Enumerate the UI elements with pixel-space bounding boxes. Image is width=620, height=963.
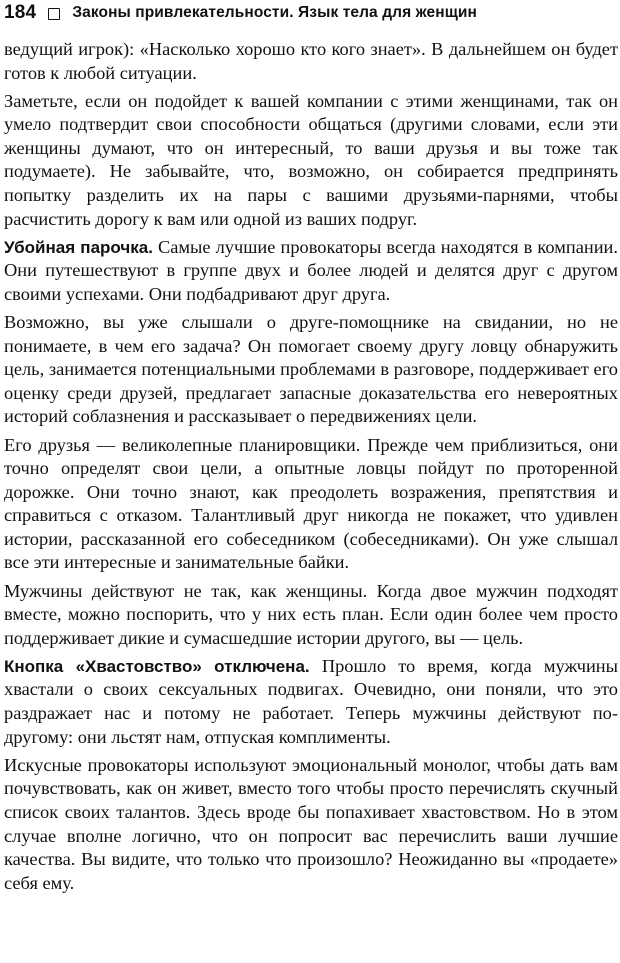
square-bullet-icon — [48, 8, 60, 20]
paragraph — [4, 311, 618, 429]
paragraph-lead: Убойная парочка. — [4, 237, 153, 257]
paragraph — [4, 655, 618, 749]
paragraph-text: Мужчины действуют не так, как женщины. Когда двое мужчин подходят вместе, можно поспорить, что у них есть план. Если один более чем просто поддерживает дикие и сумасшедшие истории другого, вы — цель. — [4, 580, 618, 648]
paragraph — [4, 38, 618, 85]
paragraph — [4, 236, 618, 307]
paragraph-text: Его друзья — великолепные планировщики. Прежде чем приблизиться, они точно определят свои цели, а опытные ловцы пойдут по проторенной дорожке. Они точно знают, как преодолеть возражения, препятствия и справиться с отказом. Талантливый друг никогда не покажет, что удивлен истории, рассказанной его собеседником (собеседниками). Он уже слышал все эти интересные и занимательные байки. — [4, 434, 618, 573]
paragraph-text: Самые лучшие провокаторы всегда находятся в компании. Они путешествуют в группе двух и более людей и делятся друг с другом своими успехами. Они подбадривают друг друга. — [4, 236, 618, 304]
paragraph — [4, 90, 618, 232]
body-text — [4, 38, 618, 900]
running-title: Законы привлекательности. Язык тела для женщин — [72, 4, 477, 21]
page-header — [4, 2, 616, 24]
paragraph-lead: Кнопка «Хвастовство» отключена. — [4, 656, 310, 676]
paragraph — [4, 754, 618, 896]
paragraph-text: Искусные провокаторы используют эмоциональный монолог, чтобы дать вам почувствовать, как он живет, вместо того чтобы просто перечислять скучный список своих талантов. Здесь вроде бы попахивает хвастовством. Но в этом случае вполне логично, что он попросит вас перечислить ваши лучшие качества. Вы видите, что только что произошло? Неожиданно вы «продаете» себя ему. — [4, 754, 618, 893]
page-number: 184 — [4, 2, 37, 23]
paragraph-text: Заметьте, если он подойдет к вашей компании с этими женщинами, так он умело подтвердит свои способности общаться (другими словами, если эти женщины думают, что он интересный, то ваши друзья и вы тоже так подумаете). Не забывайте, что, возможно, он собирается предпринять попытку разделить их на пары с вашими друзьями-парнями, чтобы расчистить дорогу к вам или одной из ваших подруг. — [4, 90, 618, 229]
paragraph — [4, 580, 618, 651]
paragraph-text: Прошло то время, когда мужчины хвастали о своих сексуальных подвигах. Очевидно, они поняли, что это раздражает нас и потому не работает. Теперь мужчины действуют по-другому: они льстят нам, отпуская комплименты. — [4, 655, 619, 747]
paragraph — [4, 434, 618, 576]
paragraph-text: Возможно, вы уже слышали о друге-помощнике на свидании, но не понимаете, в чем его задача? Он помогает своему другу ловцу обнаружить цель, занимается потенциальными проблемами в разговоре, поддерживает его оценку среди друзей, предлагает запасные доказательства его невероятных историй соблазнения и рассказывает о передвижениях цели. — [4, 312, 618, 427]
paragraph-text: ведущий игрок): «Насколько хорошо кто кого знает». В дальнейшем он будет готов к любой ситуации. — [4, 39, 618, 83]
